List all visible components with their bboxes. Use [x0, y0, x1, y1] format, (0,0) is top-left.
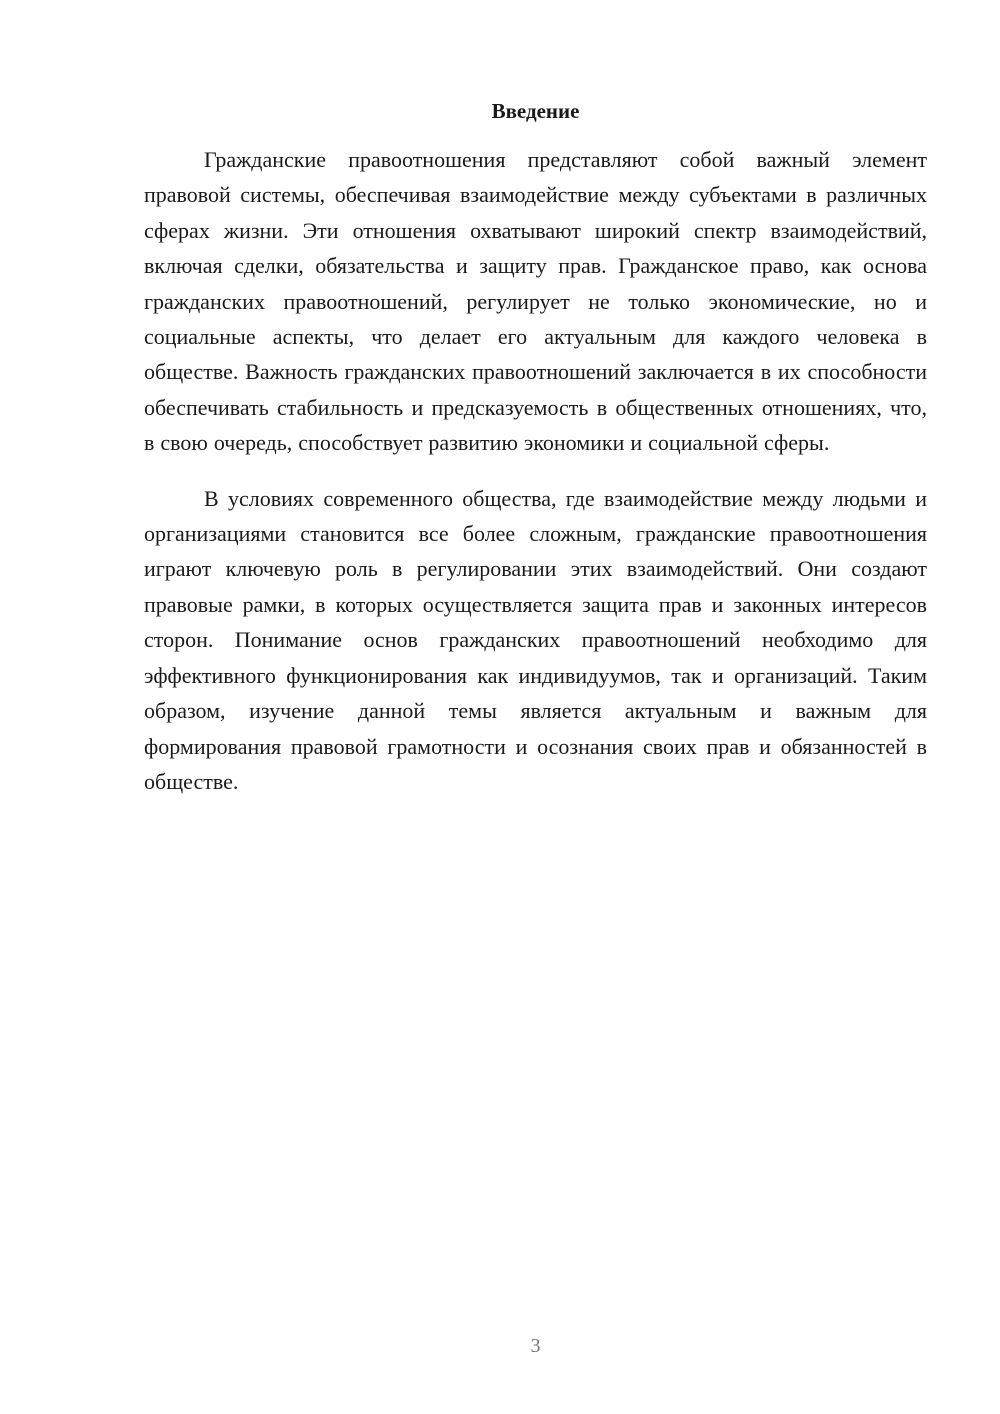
document-body — [144, 142, 927, 799]
page-number: 3 — [530, 1335, 541, 1357]
page-title: Введение — [491, 99, 580, 123]
paragraph-1: Гражданские правоотношения представляют собой важный элемент правовой системы, обеспечивая взаимодействие между субъектами в различных сферах жизни. Эти отношения охватывают широкий спектр взаимодействий, включая сделки, обязательства и защиту прав. Гражданское право, как основа гражданских правоотношений, регулирует не только экономические, но и социальные аспекты, что делает его актуальным для каждого человека в обществе. Важность гражданских правоотношений заключается в их способности обеспечивать стабильность и предсказуемость в общественных отношениях, что, в свою очередь, способствует развитию экономики и социальной сферы. — [144, 147, 927, 456]
paragraph-2: В условиях современного общества, где взаимодействие между людьми и организациями становится все более сложным, гражданские правоотношения играют ключевую роль в регулировании этих взаимодействий. Они создают правовые рамки, в которых осуществляется защита прав и законных интересов сторон. Понимание основ гражданских правоотношений необходимо для эффективного функционирования как индивидуумов, так и организаций. Таким образом, изучение данной темы является актуальным и важным для формирования правовой грамотности и осознания своих прав и обязанностей в обществе. — [144, 485, 927, 794]
